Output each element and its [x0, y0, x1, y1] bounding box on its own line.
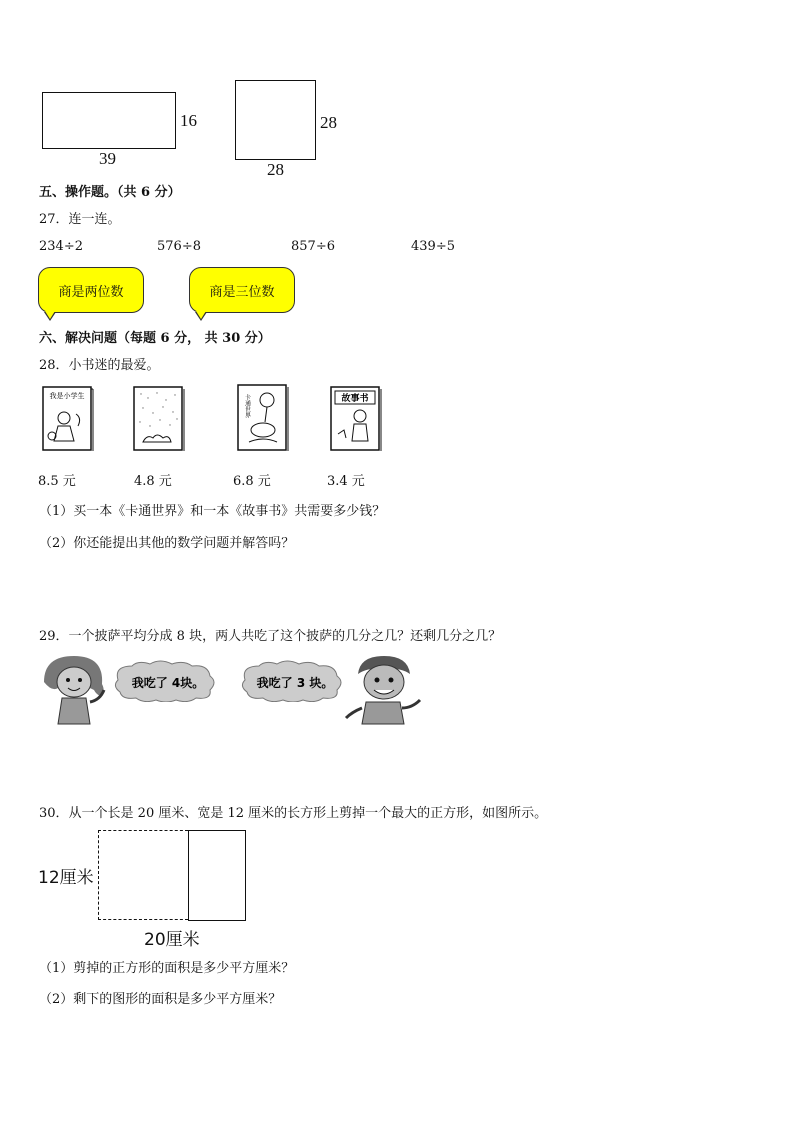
- book-cover-2: [133, 386, 185, 452]
- bubble-three-digit[interactable]: [189, 267, 295, 313]
- speech-left-text: 我吃了 4块。: [131, 676, 205, 690]
- section5-heading: 五、操作题。（共 6 分）: [39, 185, 181, 200]
- q30-title: 30．从一个长是 20 厘米、宽是 12 厘米的长方形上剪掉一个最大的正方形，如图所示。: [39, 806, 548, 821]
- rectangle-height-label: 16: [180, 111, 197, 130]
- book-cover-4: [330, 386, 382, 452]
- dashed-removed-square: [98, 830, 188, 920]
- book-cover-3: [237, 384, 289, 452]
- bubble-two-digit-label: 商是两位数: [58, 284, 124, 300]
- square-height-label: 28: [320, 113, 337, 132]
- rectangle-figure: [42, 92, 176, 149]
- speech-cloud-right: [235, 660, 355, 702]
- q30-width-label: 20厘米: [144, 930, 200, 950]
- speech-cloud-left: [108, 660, 228, 702]
- q28-sub1: （1）买一本《卡通世界》和一本《故事书》共需要多少钱？: [39, 504, 386, 519]
- book-1-cover-title: 我是小学生: [49, 392, 85, 400]
- girl-illustration: [38, 652, 114, 726]
- expression-1: 234÷2: [39, 239, 83, 254]
- book-cover-1: [42, 386, 94, 452]
- book-2-price: 4.8 元: [134, 474, 172, 489]
- remaining-rectangle: [188, 830, 246, 921]
- book-3-cover-title: 卡通世界: [243, 394, 251, 418]
- expression-3: 857÷6: [291, 239, 335, 254]
- book-1-price: 8.5 元: [38, 474, 76, 489]
- q27-title: 27．连一连。: [39, 212, 121, 227]
- boy-illustration: [342, 652, 424, 726]
- q28-sub2: （2）你还能提出其他的数学问题并解答吗？: [39, 536, 295, 551]
- bubble-three-digit-label: 商是三位数: [209, 284, 275, 300]
- q30-height-label: 12厘米: [38, 868, 94, 888]
- rectangle-width-label: 39: [99, 149, 116, 168]
- square-width-label: 28: [267, 160, 284, 179]
- book-3-price: 6.8 元: [233, 474, 271, 489]
- book-4-cover-title: 故事书: [341, 394, 369, 404]
- section6-heading: 六、解决问题（每题 6 分， 共 30 分）: [39, 331, 271, 346]
- expression-2: 576÷8: [157, 239, 201, 254]
- q29-title: 29．一个披萨平均分成 8 块，两人共吃了这个披萨的几分之几？还剩几分之几？: [39, 629, 502, 644]
- speech-right-text: 我吃了 3 块。: [256, 676, 334, 690]
- square-figure: [235, 80, 316, 160]
- expression-4: 439÷5: [411, 239, 455, 254]
- q30-sub2: （2）剩下的图形的面积是多少平方厘米？: [39, 992, 282, 1007]
- bubble-two-digit[interactable]: [38, 267, 144, 313]
- q28-title: 28．小书迷的最爱。: [39, 358, 160, 373]
- q30-sub1: （1）剪掉的正方形的面积是多少平方厘米？: [39, 961, 295, 976]
- book-4-price: 3.4 元: [327, 474, 365, 489]
